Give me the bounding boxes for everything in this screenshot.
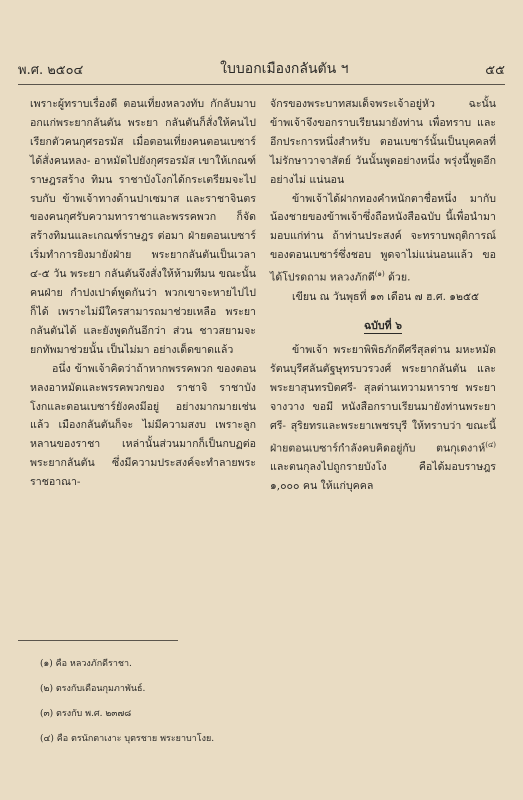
right-paragraph-4-text: ข้าพเจ้า พระยาพิพิธภักดีศรีสุลต่าน มหะหมัด รัตนบุรีศลันตัฐษุทรบวรวงศ์ พระยากลันตัน และพระยาสุนทรบิตศรี- สุลต่านเทวามหาราช พระยาจางวาง ขอมี หนังสือกราบเรียนมายังท่านพระยาศรี- สุริยทรและพระยาเพชรบุรี ให้ทราบว่า ขณะนี้ฝ่ายตอนเบซาร์กำลังคบคิดอยู่กับ ตนกุเดงาห์ [270, 344, 496, 455]
left-column [30, 95, 256, 492]
footnote-mark-1: (๑) [374, 270, 385, 279]
right-paragraph-2-text: ข้าพเจ้าได้ฝากทองคำหนักตาชื่อหนึ่ง มากับน้องชายของข้าพเจ้าซึ่งถือหนังสือฉบับ นี้เพื่อนำมามอบแก่ท่าน ถ้าท่านประสงค์ จะทราบพฤติการณ์ของตอนเบซาร์ซึ่งชอบ พูดจาไม่แน่นอนแล้ว ขอได้โปรดถาม หลวงภักดี [270, 192, 496, 284]
footnote-2: (๒) ตรงกับเดือนกุมภาพันธ์. [40, 684, 146, 694]
right-paragraph-2-end: ด้วย. [384, 271, 411, 284]
right-paragraph-4 [270, 341, 496, 496]
footnote-3: (๓) ตรงกับ พ.ศ. ๒๓๗๘ [40, 709, 132, 719]
right-paragraph-4-end: และตนกุลงไปถูกรายบังโง คือได้มอบราษฎร ๑,๐๐๐ คน ให้แก่บุคคล [270, 461, 496, 493]
footnote-rule [18, 640, 178, 641]
page-number: ๕๕ [485, 62, 505, 78]
footnotes [40, 652, 480, 752]
right-column [270, 95, 496, 496]
header-title: ใบบอกเมืองกลันตัน ฯ [220, 61, 349, 77]
header-rule [18, 84, 505, 85]
left-paragraph-2: อนึ่ง ข้าพเจ้าคิดว่าถ้าหากพรรคพวก ของตอนหลงอาหมัดและพรรคพวกของ ราชาจิ ราชาบังโงกและตอนเบซาร์ยังคงมีอยู่ อย่างมากมายเช่นแล้ว เมืองกลันตันก็จะ ไม่มีความสงบ เพราะลูกหลานของราชา เหล่านั้นส่วนมากก็เป็นกบฏต่อพระยากลันตัน ซึ่งมีความประสงค์จะทำลายพระราชอาณา- [30, 362, 256, 489]
header-year: พ.ศ. ๒๕๐๔ [18, 62, 84, 78]
footnote-1: (๑) คือ หลวงภักดีราชา. [40, 659, 132, 669]
footnote-mark-4: (๔) [485, 440, 496, 449]
left-paragraph-1: เพราะผู้ทราบเรื่องดี ตอนเที่ยงหลวงทับ กักลับมาบอกแก่พระยากลันตัน พระยา กลันตันก็สั่งให้คนไปเรียกตัวคนกุศรอรมัส เมื่อตอนเที่ยงคนตอนเบซาร์ได้สั่งคนหลง- อาหมัดไปยังกุศรอรมัส เขาให้เกณฑ์ราษฎรสร้าง ทิมน ราชาบังโงกได้กระเตรียมจะไปรบกับ ข้าพเจ้าทางด้านปาเซมาส และราชาจินตร ของคนกุศรับความทาราชาและพรรคพวก ก็จัดสร้างทิมนและเกณฑ์ราษฎร ต่อมา ฝ่ายตอนเบซาร์เริ่มทำการยิงมายังฝ่าย พระยากลันตันเป็นเวลา ๔-๕ วัน พระยา กลันตันจึงสั่งให้ห้ามทีมน ขณะนั้นคนฝ่าย กำปงเปาต์พูดกันว่า พวกเขาจะหายไปไป ก็ได้ เพราะไม่มีใครสามารถมาช่วยเหลือ พระยากลันตันได้ และยังพูดกันอีกว่า ส่วน ชาวสยามจะยกทัพมาช่วยนั้น เป็นไม่มา อย่างเด็ดขาดแล้ว [30, 98, 256, 356]
section-heading-text: ฉบับที่ ๖ [363, 319, 403, 332]
right-paragraph-1: จักรของพระบาทสมเด็จพระเจ้าอยู่หัว ฉะนั้นข้าพเจ้าจึงขอกราบเรียนมายังท่าน เพื่อทราบ และอีกประการหนึ่งสำหรับ ตอนเบซาร์นั้นเป็นบุคคลที่ไม่รักษาวาจาสัตย์ วันนั้นพูดอย่างหนึ่ง พรุ่งนี้พูดอีกอย่างไม่ แน่นอน [270, 98, 496, 186]
page-header [18, 54, 505, 84]
right-paragraph-2 [270, 190, 496, 288]
date-line: เขียน ณ วันพุธที่ ๑๓ เดือน ๗ ฮ.ศ. ๑๒๕๕ [292, 290, 480, 303]
footnote-4: (๔) คือ ตรนักตาเงาะ บุตรชาย พระยาบาโงย. [40, 734, 215, 744]
section-heading [270, 317, 496, 336]
